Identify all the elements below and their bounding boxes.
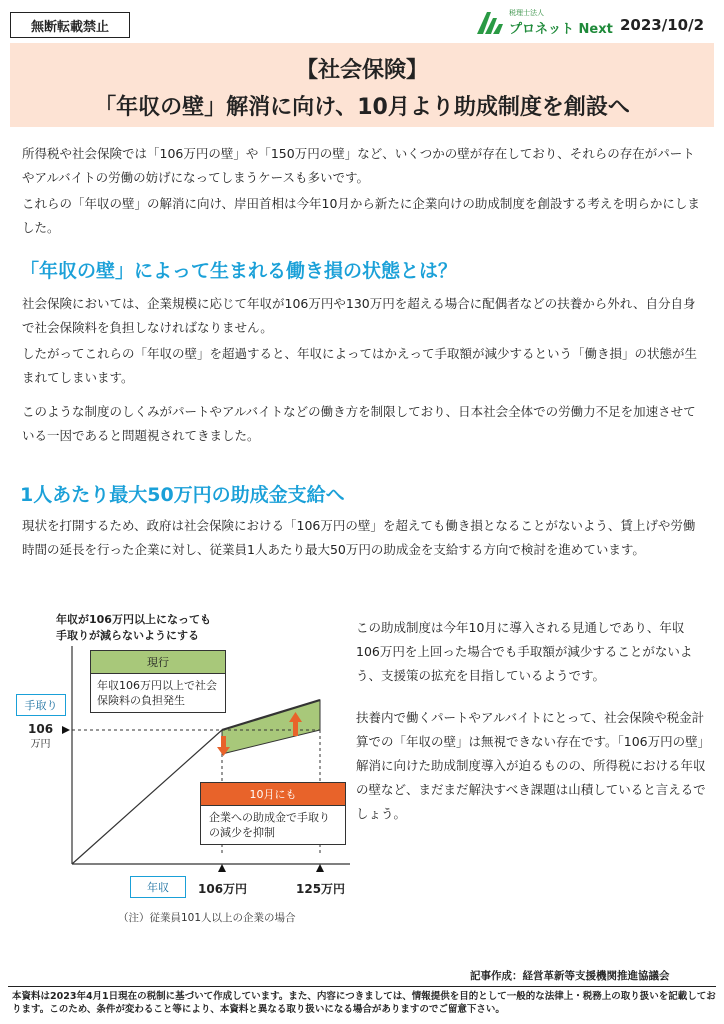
- y-tick-value: 106: [28, 722, 54, 736]
- section1-heading: 「年収の壁」によって生まれる働き損の状態とは？: [20, 260, 458, 282]
- disclaimer: 本資料は2023年4月1日現在の税制に基づいて作成しています。また、内容につきましては、情報提供を目的として一般的な法律上・税務上の取り扱いを記載しております。このため、条件が変わること等により、本資料と異なる取り扱いになる場合がありますのでご留意下さい。: [12, 991, 716, 1015]
- x125-marker-icon: [316, 864, 324, 872]
- x-axis-label: 年収: [130, 876, 186, 898]
- y-tick-label: [28, 722, 53, 752]
- title-banner: [10, 43, 714, 127]
- current-rule-box: [90, 650, 226, 713]
- logo-name: プロネット Next: [509, 22, 613, 37]
- y106-marker-icon: [62, 726, 70, 734]
- footer-divider: [8, 986, 716, 987]
- article-credit: 記事作成：経営革新等支援機関推進協議会: [470, 970, 670, 982]
- october-rule-box: [200, 782, 346, 845]
- intro-paragraph-1: 所得税や社会保険では「106万円の壁」や「150万円の壁」など、いくつかの壁が存在しており、それらの存在がパートやアルバイトの労働の妨げになってしまうケースも多いです。: [22, 146, 695, 185]
- logo-mark-icon: [475, 10, 505, 36]
- current-rule-heading: 現行: [91, 651, 225, 674]
- no-reproduction-badge: 無断転載禁止: [10, 12, 130, 38]
- section1-paragraph-1: 社会保険においては、企業規模に応じて年収が106万円や130万円を超える場合に配偶者などの扶養から外れ、自分自身で社会保険料を負担しなければなりません。: [22, 296, 696, 335]
- section2-paragraph-1: 現状を打開するため、政府は社会保険における「106万円の壁」を超えても働き損となることがないよう、賃上げや労働時間の延長を行った企業に対し、従業員1人あたり最大50万円の助成金を支給する方向で検討を進めています。: [22, 518, 696, 557]
- figure-title-line-1: 年収が106万円以上になっても: [56, 613, 211, 626]
- x106-marker-icon: [218, 864, 226, 872]
- x-tick-125: 125万円: [296, 882, 346, 896]
- y-axis-label: 手取り: [16, 694, 66, 716]
- logo-subtitle: 税理士法人: [509, 9, 544, 17]
- page-title: 「年収の壁」解消に向け、10月より助成制度を創設へ: [94, 95, 630, 120]
- october-rule-heading: 10月にも: [201, 783, 345, 806]
- october-rule-text: 企業への助成金で手取りの減少を抑制: [209, 811, 330, 839]
- title-category: 【社会保険】: [295, 58, 428, 83]
- figure-note: （注）従業員101人以上の企業の場合: [118, 912, 296, 924]
- y-tick-unit: 万円: [30, 739, 51, 750]
- company-logo: [475, 8, 613, 37]
- current-rule-text: 年収106万円以上で社会保険料の負担発生: [97, 679, 217, 707]
- gap-band: [222, 700, 320, 754]
- figure-title-line-2: 手取りが減らないようにする: [56, 629, 199, 642]
- section1-paragraph-3: このような制度のしくみがパートやアルバイトなどの働き方を制限しており、日本社会全体での労働力不足を加速させている一因であると問題視されてきました。: [22, 404, 696, 443]
- section1-paragraph-2: したがってこれらの「年収の壁」を超過すると、年収によってはかえって手取額が減少するという「働き損」の状態が生まれてしまいます。: [22, 346, 698, 385]
- section2-heading: 1人あたり最大50万円の助成金支給へ: [20, 484, 345, 506]
- side-paragraph-1: この助成制度は今年10月に導入される見通しであり、年収106万円を上回った場合でも手取額が減少することがないよう、支援策の拡充を目指しているようです。: [356, 620, 693, 683]
- publish-date: 2023/10/2: [620, 16, 705, 34]
- side-paragraph-2: 扶養内で働くパートやアルバイトにとって、社会保険や税金計算での「年収の壁」は無視できない存在です。「106万円の壁」解消に向けた助成制度導入が迫るものの、所得税における年収の壁など、まだまだ解決すべき課題は山積していると言えるでしょう。: [356, 710, 706, 821]
- intro-paragraph-2: これらの「年収の壁」の解消に向け、岸田首相は今年10月から新たに企業向けの助成制度を創設する考えを明らかにしました。: [22, 196, 700, 235]
- x-tick-106: 106万円: [198, 882, 248, 896]
